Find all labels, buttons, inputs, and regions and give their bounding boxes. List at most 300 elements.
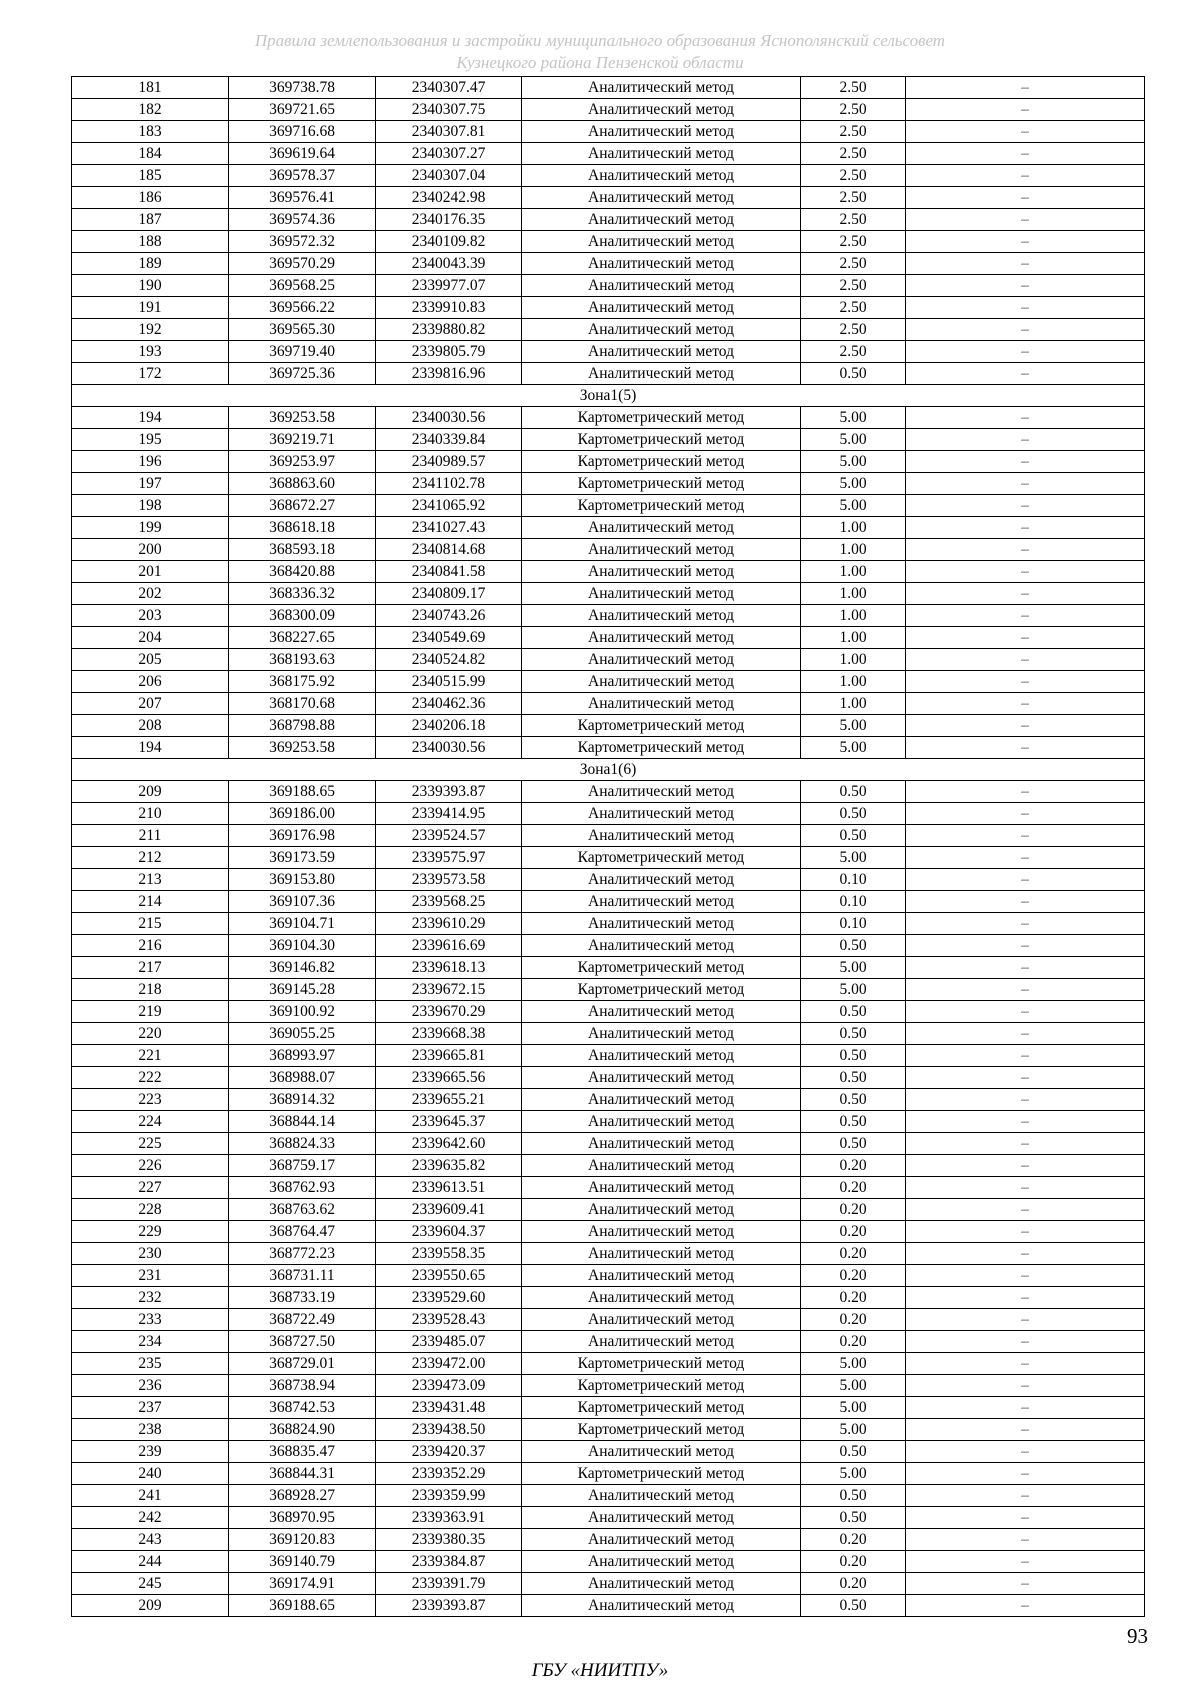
table-row: [72, 1221, 1145, 1243]
zone-label: Зона1(6): [72, 759, 1145, 781]
accuracy-cell: 1.00: [801, 561, 906, 583]
y-coordinate-cell: 2339524.57: [376, 825, 522, 847]
accuracy-cell: 5.00: [801, 737, 906, 759]
method-cell: Аналитический метод: [522, 803, 801, 825]
table-row: [72, 143, 1145, 165]
point-number-cell: 227: [72, 1177, 229, 1199]
note-cell: –: [906, 803, 1145, 825]
x-coordinate-cell: 369219.71: [229, 429, 376, 451]
point-number-cell: 210: [72, 803, 229, 825]
method-cell: Аналитический метод: [522, 1067, 801, 1089]
note-cell: –: [906, 1419, 1145, 1441]
y-coordinate-cell: 2339573.58: [376, 869, 522, 891]
table-row: [72, 275, 1145, 297]
method-cell: Аналитический метод: [522, 605, 801, 627]
x-coordinate-cell: 369568.25: [229, 275, 376, 297]
note-cell: –: [906, 341, 1145, 363]
x-coordinate-cell: 368835.47: [229, 1441, 376, 1463]
point-number-cell: 184: [72, 143, 229, 165]
point-number-cell: 241: [72, 1485, 229, 1507]
y-coordinate-cell: 2339380.35: [376, 1529, 522, 1551]
accuracy-cell: 0.20: [801, 1199, 906, 1221]
table-row: [72, 1353, 1145, 1375]
x-coordinate-cell: 369188.65: [229, 781, 376, 803]
point-number-cell: 190: [72, 275, 229, 297]
point-number-cell: 236: [72, 1375, 229, 1397]
table-row: [72, 913, 1145, 935]
note-cell: –: [906, 869, 1145, 891]
y-coordinate-cell: 2341102.78: [376, 473, 522, 495]
accuracy-cell: 2.50: [801, 231, 906, 253]
accuracy-cell: 5.00: [801, 979, 906, 1001]
x-coordinate-cell: 368863.60: [229, 473, 376, 495]
method-cell: Аналитический метод: [522, 209, 801, 231]
point-number-cell: 191: [72, 297, 229, 319]
method-cell: Аналитический метод: [522, 319, 801, 341]
x-coordinate-cell: 369146.82: [229, 957, 376, 979]
y-coordinate-cell: 2339655.21: [376, 1089, 522, 1111]
x-coordinate-cell: 369619.64: [229, 143, 376, 165]
y-coordinate-cell: 2339613.51: [376, 1177, 522, 1199]
point-number-cell: 212: [72, 847, 229, 869]
point-number-cell: 189: [72, 253, 229, 275]
method-cell: Аналитический метод: [522, 1089, 801, 1111]
accuracy-cell: 0.20: [801, 1309, 906, 1331]
note-cell: –: [906, 715, 1145, 737]
note-cell: –: [906, 1265, 1145, 1287]
note-cell: –: [906, 99, 1145, 121]
accuracy-cell: 0.50: [801, 1595, 906, 1617]
method-cell: Аналитический метод: [522, 1133, 801, 1155]
table-row: [72, 1309, 1145, 1331]
table-row: [72, 429, 1145, 451]
point-number-cell: 239: [72, 1441, 229, 1463]
table-row: [72, 1045, 1145, 1067]
note-cell: –: [906, 913, 1145, 935]
note-cell: –: [906, 407, 1145, 429]
method-cell: Картометрический метод: [522, 407, 801, 429]
point-number-cell: 238: [72, 1419, 229, 1441]
method-cell: Аналитический метод: [522, 121, 801, 143]
y-coordinate-cell: 2339420.37: [376, 1441, 522, 1463]
method-cell: Картометрический метод: [522, 737, 801, 759]
x-coordinate-cell: 369188.65: [229, 1595, 376, 1617]
table-row: [72, 77, 1145, 99]
note-cell: –: [906, 1111, 1145, 1133]
x-coordinate-cell: 369738.78: [229, 77, 376, 99]
point-number-cell: 185: [72, 165, 229, 187]
y-coordinate-cell: 2339665.81: [376, 1045, 522, 1067]
note-cell: –: [906, 429, 1145, 451]
method-cell: Аналитический метод: [522, 187, 801, 209]
method-cell: Аналитический метод: [522, 231, 801, 253]
accuracy-cell: 0.20: [801, 1287, 906, 1309]
point-number-cell: 245: [72, 1573, 229, 1595]
accuracy-cell: 1.00: [801, 583, 906, 605]
x-coordinate-cell: 368763.62: [229, 1199, 376, 1221]
accuracy-cell: 5.00: [801, 429, 906, 451]
point-number-cell: 213: [72, 869, 229, 891]
method-cell: Аналитический метод: [522, 649, 801, 671]
note-cell: –: [906, 979, 1145, 1001]
y-coordinate-cell: 2340841.58: [376, 561, 522, 583]
method-cell: Аналитический метод: [522, 1265, 801, 1287]
table-row: [72, 583, 1145, 605]
method-cell: Аналитический метод: [522, 143, 801, 165]
table-row: [72, 825, 1145, 847]
table-row: [72, 693, 1145, 715]
accuracy-cell: 2.50: [801, 77, 906, 99]
point-number-cell: 214: [72, 891, 229, 913]
table-row: [72, 99, 1145, 121]
x-coordinate-cell: 369107.36: [229, 891, 376, 913]
method-cell: Аналитический метод: [522, 1331, 801, 1353]
table-row: [72, 649, 1145, 671]
accuracy-cell: 0.20: [801, 1243, 906, 1265]
note-cell: –: [906, 1177, 1145, 1199]
accuracy-cell: 0.50: [801, 935, 906, 957]
table-row: [72, 1265, 1145, 1287]
accuracy-cell: 1.00: [801, 539, 906, 561]
y-coordinate-cell: 2340307.27: [376, 143, 522, 165]
note-cell: –: [906, 825, 1145, 847]
method-cell: Аналитический метод: [522, 1485, 801, 1507]
method-cell: Аналитический метод: [522, 1001, 801, 1023]
method-cell: Аналитический метод: [522, 583, 801, 605]
x-coordinate-cell: 368772.23: [229, 1243, 376, 1265]
table-row: [72, 1463, 1145, 1485]
point-number-cell: 201: [72, 561, 229, 583]
note-cell: –: [906, 209, 1145, 231]
point-number-cell: 228: [72, 1199, 229, 1221]
accuracy-cell: 0.50: [801, 363, 906, 385]
point-number-cell: 219: [72, 1001, 229, 1023]
accuracy-cell: 2.50: [801, 253, 906, 275]
note-cell: –: [906, 495, 1145, 517]
note-cell: –: [906, 297, 1145, 319]
method-cell: Аналитический метод: [522, 1287, 801, 1309]
table-row: [72, 473, 1145, 495]
note-cell: –: [906, 121, 1145, 143]
x-coordinate-cell: 369253.97: [229, 451, 376, 473]
y-coordinate-cell: 2339363.91: [376, 1507, 522, 1529]
table-row: [72, 671, 1145, 693]
note-cell: –: [906, 517, 1145, 539]
y-coordinate-cell: 2339352.29: [376, 1463, 522, 1485]
y-coordinate-cell: 2340989.57: [376, 451, 522, 473]
point-number-cell: 208: [72, 715, 229, 737]
accuracy-cell: 1.00: [801, 649, 906, 671]
note-cell: –: [906, 1309, 1145, 1331]
accuracy-cell: 0.50: [801, 1485, 906, 1507]
accuracy-cell: 0.50: [801, 1045, 906, 1067]
y-coordinate-cell: 2339359.99: [376, 1485, 522, 1507]
x-coordinate-cell: 368824.90: [229, 1419, 376, 1441]
x-coordinate-cell: 369104.30: [229, 935, 376, 957]
method-cell: Аналитический метод: [522, 693, 801, 715]
table-row: [72, 1001, 1145, 1023]
method-cell: Аналитический метод: [522, 1045, 801, 1067]
table-row: [72, 187, 1145, 209]
note-cell: –: [906, 1001, 1145, 1023]
x-coordinate-cell: 368844.14: [229, 1111, 376, 1133]
accuracy-cell: 0.50: [801, 803, 906, 825]
method-cell: Картометрический метод: [522, 429, 801, 451]
y-coordinate-cell: 2339910.83: [376, 297, 522, 319]
point-number-cell: 211: [72, 825, 229, 847]
point-number-cell: 243: [72, 1529, 229, 1551]
note-cell: –: [906, 451, 1145, 473]
x-coordinate-cell: 368733.19: [229, 1287, 376, 1309]
x-coordinate-cell: 368759.17: [229, 1155, 376, 1177]
accuracy-cell: 5.00: [801, 1419, 906, 1441]
note-cell: –: [906, 1133, 1145, 1155]
header-line-2: Кузнецкого района Пензенской области: [456, 53, 744, 72]
x-coordinate-cell: 369576.41: [229, 187, 376, 209]
point-number-cell: 237: [72, 1397, 229, 1419]
method-cell: Аналитический метод: [522, 165, 801, 187]
x-coordinate-cell: 368420.88: [229, 561, 376, 583]
table-row: [72, 1441, 1145, 1463]
method-cell: Аналитический метод: [522, 275, 801, 297]
method-cell: Аналитический метод: [522, 891, 801, 913]
method-cell: Аналитический метод: [522, 363, 801, 385]
note-cell: –: [906, 671, 1145, 693]
note-cell: –: [906, 1067, 1145, 1089]
y-coordinate-cell: 2339642.60: [376, 1133, 522, 1155]
point-number-cell: 231: [72, 1265, 229, 1287]
accuracy-cell: 0.20: [801, 1573, 906, 1595]
accuracy-cell: 2.50: [801, 121, 906, 143]
table-row: [72, 1551, 1145, 1573]
y-coordinate-cell: 2340109.82: [376, 231, 522, 253]
x-coordinate-cell: 368914.32: [229, 1089, 376, 1111]
note-cell: –: [906, 737, 1145, 759]
accuracy-cell: 0.50: [801, 1067, 906, 1089]
method-cell: Аналитический метод: [522, 913, 801, 935]
method-cell: Аналитический метод: [522, 539, 801, 561]
method-cell: Аналитический метод: [522, 341, 801, 363]
table-row: [72, 561, 1145, 583]
point-number-cell: 206: [72, 671, 229, 693]
point-number-cell: 203: [72, 605, 229, 627]
accuracy-cell: 1.00: [801, 627, 906, 649]
x-coordinate-cell: 368928.27: [229, 1485, 376, 1507]
point-number-cell: 220: [72, 1023, 229, 1045]
method-cell: Аналитический метод: [522, 1111, 801, 1133]
method-cell: Картометрический метод: [522, 1397, 801, 1419]
x-coordinate-cell: 368738.94: [229, 1375, 376, 1397]
y-coordinate-cell: 2339485.07: [376, 1331, 522, 1353]
accuracy-cell: 5.00: [801, 451, 906, 473]
point-number-cell: 215: [72, 913, 229, 935]
accuracy-cell: 0.10: [801, 891, 906, 913]
y-coordinate-cell: 2341027.43: [376, 517, 522, 539]
note-cell: –: [906, 935, 1145, 957]
y-coordinate-cell: 2339618.13: [376, 957, 522, 979]
note-cell: –: [906, 693, 1145, 715]
y-coordinate-cell: 2339977.07: [376, 275, 522, 297]
y-coordinate-cell: 2339391.79: [376, 1573, 522, 1595]
table-row: [72, 253, 1145, 275]
table-row: [72, 319, 1145, 341]
method-cell: Картометрический метод: [522, 1463, 801, 1485]
note-cell: –: [906, 187, 1145, 209]
table-row: [72, 869, 1145, 891]
note-cell: –: [906, 1155, 1145, 1177]
table-row: [72, 517, 1145, 539]
y-coordinate-cell: 2340242.98: [376, 187, 522, 209]
y-coordinate-cell: 2339880.82: [376, 319, 522, 341]
point-number-cell: 230: [72, 1243, 229, 1265]
point-number-cell: 187: [72, 209, 229, 231]
accuracy-cell: 5.00: [801, 1353, 906, 1375]
accuracy-cell: 1.00: [801, 693, 906, 715]
x-coordinate-cell: 369186.00: [229, 803, 376, 825]
method-cell: Аналитический метод: [522, 869, 801, 891]
x-coordinate-cell: 368824.33: [229, 1133, 376, 1155]
note-cell: –: [906, 1045, 1145, 1067]
table-row: [72, 627, 1145, 649]
note-cell: –: [906, 847, 1145, 869]
coordinates-table: [71, 76, 1145, 1617]
method-cell: Аналитический метод: [522, 1441, 801, 1463]
note-cell: –: [906, 143, 1145, 165]
accuracy-cell: 0.50: [801, 825, 906, 847]
method-cell: Аналитический метод: [522, 1507, 801, 1529]
y-coordinate-cell: 2339665.56: [376, 1067, 522, 1089]
y-coordinate-cell: 2339438.50: [376, 1419, 522, 1441]
point-number-cell: 183: [72, 121, 229, 143]
point-number-cell: 233: [72, 1309, 229, 1331]
y-coordinate-cell: 2339393.87: [376, 781, 522, 803]
y-coordinate-cell: 2339550.65: [376, 1265, 522, 1287]
note-cell: –: [906, 1089, 1145, 1111]
accuracy-cell: 2.50: [801, 297, 906, 319]
point-number-cell: 202: [72, 583, 229, 605]
point-number-cell: 223: [72, 1089, 229, 1111]
table-row: [72, 1287, 1145, 1309]
y-coordinate-cell: 2339616.69: [376, 935, 522, 957]
method-cell: Картометрический метод: [522, 957, 801, 979]
method-cell: Картометрический метод: [522, 495, 801, 517]
accuracy-cell: 5.00: [801, 1463, 906, 1485]
zone-header-row: [72, 759, 1145, 781]
method-cell: Аналитический метод: [522, 77, 801, 99]
accuracy-cell: 0.10: [801, 913, 906, 935]
y-coordinate-cell: 2340043.39: [376, 253, 522, 275]
y-coordinate-cell: 2339670.29: [376, 1001, 522, 1023]
x-coordinate-cell: 369174.91: [229, 1573, 376, 1595]
table-row: [72, 1089, 1145, 1111]
note-cell: –: [906, 1485, 1145, 1507]
x-coordinate-cell: 368593.18: [229, 539, 376, 561]
point-number-cell: 186: [72, 187, 229, 209]
method-cell: Картометрический метод: [522, 1419, 801, 1441]
header-line-1: Правила землепользования и застройки муниципального образования Яснополянский сельсовет: [254, 31, 946, 50]
accuracy-cell: 2.50: [801, 187, 906, 209]
note-cell: –: [906, 253, 1145, 275]
note-cell: –: [906, 77, 1145, 99]
method-cell: Аналитический метод: [522, 1023, 801, 1045]
accuracy-cell: 5.00: [801, 473, 906, 495]
table-row: [72, 1573, 1145, 1595]
zone-label: Зона1(5): [72, 385, 1145, 407]
x-coordinate-cell: 368798.88: [229, 715, 376, 737]
point-number-cell: 188: [72, 231, 229, 253]
x-coordinate-cell: 369253.58: [229, 737, 376, 759]
point-number-cell: 225: [72, 1133, 229, 1155]
table-row: [72, 1419, 1145, 1441]
point-number-cell: 209: [72, 1595, 229, 1617]
accuracy-cell: 2.50: [801, 275, 906, 297]
table-row: [72, 847, 1145, 869]
y-coordinate-cell: 2339575.97: [376, 847, 522, 869]
note-cell: –: [906, 561, 1145, 583]
table-row: [72, 1067, 1145, 1089]
point-number-cell: 217: [72, 957, 229, 979]
x-coordinate-cell: 368170.68: [229, 693, 376, 715]
accuracy-cell: 5.00: [801, 407, 906, 429]
table-row: [72, 451, 1145, 473]
method-cell: Аналитический метод: [522, 1529, 801, 1551]
y-coordinate-cell: 2340307.81: [376, 121, 522, 143]
x-coordinate-cell: 369719.40: [229, 341, 376, 363]
coordinates-table-body: [72, 77, 1145, 1617]
x-coordinate-cell: 369104.71: [229, 913, 376, 935]
point-number-cell: 197: [72, 473, 229, 495]
table-row: [72, 1199, 1145, 1221]
y-coordinate-cell: 2339816.96: [376, 363, 522, 385]
y-coordinate-cell: 2340307.75: [376, 99, 522, 121]
accuracy-cell: 1.00: [801, 517, 906, 539]
point-number-cell: 209: [72, 781, 229, 803]
point-number-cell: 182: [72, 99, 229, 121]
note-cell: –: [906, 275, 1145, 297]
note-cell: –: [906, 1397, 1145, 1419]
x-coordinate-cell: 369153.80: [229, 869, 376, 891]
table-row: [72, 891, 1145, 913]
x-coordinate-cell: 369120.83: [229, 1529, 376, 1551]
method-cell: Аналитический метод: [522, 781, 801, 803]
x-coordinate-cell: 368727.50: [229, 1331, 376, 1353]
x-coordinate-cell: 369100.92: [229, 1001, 376, 1023]
page-number: 93: [1127, 1624, 1148, 1648]
accuracy-cell: 5.00: [801, 495, 906, 517]
x-coordinate-cell: 369176.98: [229, 825, 376, 847]
note-cell: –: [906, 319, 1145, 341]
accuracy-cell: 5.00: [801, 957, 906, 979]
accuracy-cell: 0.50: [801, 1111, 906, 1133]
method-cell: Аналитический метод: [522, 561, 801, 583]
note-cell: –: [906, 165, 1145, 187]
zone-header-row: [72, 385, 1145, 407]
x-coordinate-cell: 368672.27: [229, 495, 376, 517]
point-number-cell: 195: [72, 429, 229, 451]
accuracy-cell: 1.00: [801, 671, 906, 693]
x-coordinate-cell: 368618.18: [229, 517, 376, 539]
method-cell: Картометрический метод: [522, 473, 801, 495]
point-number-cell: 172: [72, 363, 229, 385]
method-cell: Картометрический метод: [522, 715, 801, 737]
note-cell: –: [906, 1529, 1145, 1551]
note-cell: –: [906, 1287, 1145, 1309]
y-coordinate-cell: 2340030.56: [376, 737, 522, 759]
y-coordinate-cell: 2339384.87: [376, 1551, 522, 1573]
point-number-cell: 226: [72, 1155, 229, 1177]
y-coordinate-cell: 2339672.15: [376, 979, 522, 1001]
x-coordinate-cell: 368742.53: [229, 1397, 376, 1419]
